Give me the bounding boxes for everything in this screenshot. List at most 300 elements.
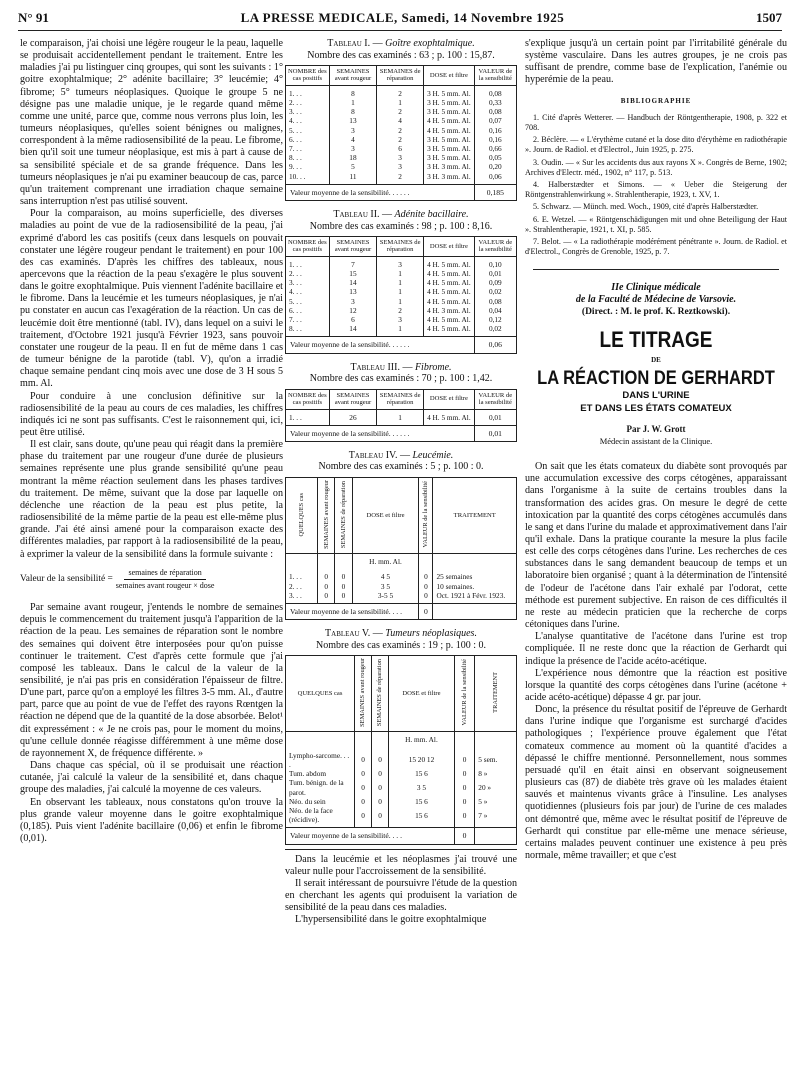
bibliography-entry: 1. Cité d'après Wetterer. — Handbuch der Röntgentherapie, 1908, p. 322 et 708. <box>525 112 787 132</box>
column-header: QUELQUES cas <box>286 656 355 732</box>
table-cell: 7 <box>329 256 376 269</box>
table-cell: 1 <box>377 297 424 306</box>
table-cell: 6. . . <box>286 135 330 144</box>
table-tumeurs <box>285 655 517 844</box>
table-cell: 1 <box>377 269 424 278</box>
table-cell: 1 <box>329 98 376 107</box>
table-row <box>286 554 517 570</box>
column-header: DOSE et filtre <box>424 66 475 86</box>
table-row <box>286 591 517 604</box>
table-cell: 25 semaines <box>433 569 517 581</box>
table-cell: 3 <box>329 126 376 135</box>
paragraph: Il est clair, sans doute, qu'une peau qui réagit dans la première phase du traitement par une rougeur d'une durée de plusieurs semaines représente une plus grande sensibilité qu'une peau montrant la même réaction seulement dans les phases tardives du traitement. De même, suivant que la dose par laquelle on déclenche une réaction de la peau est plus petite, la radiosensibilité de la même partie de la peau est elle-même plus grande. J'ai été ainsi amené pour la comparaison exacte des différentes maladies, par rapport à la radiosensibilité de la peau, à exprimer la valeur de la sensibilité dans la formule suivante : <box>20 439 283 560</box>
paragraph: L'expérience nous démontre que la réaction est positive lorsque la quantité des corps cétogènes dans l'urine (acétone + acide acéto-acétique) dépasse 4 gr. par jour. <box>525 667 787 704</box>
table-cell: 0 <box>372 748 389 769</box>
table-cell: 0,01 <box>474 409 516 425</box>
bibliography-entry: 7. Belot. — « La radiothérapie modérément pénétrante ». Journ. de Radiol. et d'Electrol., Congrès de Grenoble, 1925, p. 7. <box>525 237 787 257</box>
table-cell: 1. . . <box>286 569 318 581</box>
table-row <box>286 126 517 135</box>
table-title: Goître exophtalmique. <box>385 38 475 49</box>
table-subtitle: Nombre des cas examinés : 5 ; p. 100 : 0. <box>318 461 484 473</box>
paragraph: L'analyse quantitative de l'acétone dans l'urine est trop compliquée. Il ne reste donc que la réaction de Gerhardt qui indique la présence de l'acide acéto-acétique. <box>525 631 787 667</box>
table-caption: Tableau IV. — Leucémie. <box>348 449 454 461</box>
table-cell: 3 <box>377 162 424 171</box>
unit-row <box>286 554 517 570</box>
table-row <box>286 98 517 107</box>
table-cell: 0 <box>454 778 474 796</box>
paragraph: Donc, la présence du résultat positif de l'épreuve de Gerhardt dans l'urine indique que l'organisme est surchargé d'acides pathologiques ; l'expérience prouve également que l'état comateux commence au moment où la quantité d'acides a dépassé le chiffre mentionné. Personnellement, nous sommes persuadé qu'il en était ainsi en observant soigneusement plusieurs cas (87) de diabète très grave où les malades étaient sauvés et maintenus vivants grâce à l'insuline. Les analyses quotidiennes (plusieurs fois par jour) de l'urine de ces malades ont démontré que, même avec le résultat positif de l'épreuve de Gerhardt qui constitue par elle-même une menace sérieuse, certains malades peuvent continuer une existence à peu près normale, même travailler; et que c'est <box>525 704 787 862</box>
average-label: Valeur moyenne de la sensibilité. . . . . . <box>286 337 475 353</box>
faculty-name: de la Faculté de Médecine de Varsovie. <box>575 294 737 306</box>
table-title: Fibrome. <box>414 361 452 373</box>
table-cell: 2 <box>377 172 424 185</box>
table-cell: H. mm. Al. <box>352 554 419 570</box>
column-header: NOMBRE des cas positifs <box>286 389 330 409</box>
table-cell: 6 <box>329 315 376 324</box>
table-cell: 8 <box>329 107 376 116</box>
table-cell: 0 <box>335 591 352 604</box>
column-header: TRAITEMENT <box>491 672 499 714</box>
table-cell: 13 <box>329 116 376 125</box>
director-line: (Direct. : M. le prof. K. Reztkowski). <box>581 307 731 318</box>
table-cell: Tum. bénign. de la parot. <box>286 778 355 796</box>
column-header: TRAITEMENT <box>433 477 517 553</box>
average-value: 0 <box>419 604 433 620</box>
issue-number: N° 91 <box>18 10 49 25</box>
table-cell: 0,20 <box>474 162 516 171</box>
table-cell: 0,66 <box>474 144 516 153</box>
average-value: 0,01 <box>474 425 516 441</box>
table-cell: 0,01 <box>474 269 516 278</box>
table-cell: 5. . . <box>286 126 330 135</box>
table-cell: 0,07 <box>474 116 516 125</box>
table-label: Tableau I. <box>327 38 371 49</box>
article-subtitle-1: DANS L'URINE <box>622 389 690 401</box>
table-cell: 0 <box>454 769 474 778</box>
section-divider <box>533 269 779 270</box>
table-cell: 15 6 <box>389 806 455 828</box>
table-cell <box>419 554 433 570</box>
table-cell: 2. . . <box>286 582 318 591</box>
table-cell: 4 <box>329 135 376 144</box>
table-caption: Tableau II. — Adénite bacillaire. <box>333 209 469 221</box>
table-cell: 0 <box>454 748 474 769</box>
table-cell: 3 H. 3 mm. Al. <box>424 172 475 185</box>
table-cell: 3 5 <box>389 778 455 796</box>
table-cell: 0 <box>372 806 389 828</box>
table-row <box>286 135 517 144</box>
table-cell: Lympho-sarcome. . . . <box>286 748 355 769</box>
table-cell: 4 H. 3 mm. Al. <box>424 306 475 315</box>
bibliography-entry: 3. Oudin. — « Sur les accidents dus aux rayons X ». Congrès de Berne, 1902; Archives d'Electr. méd., 1902, n° 117, p. 513. <box>525 157 787 177</box>
formula-numerator: semaines de réparation <box>124 567 205 580</box>
column-header: NOMBRE des cas positifs <box>286 237 330 257</box>
table-fibrome <box>285 389 517 442</box>
table-cell: 0 <box>372 797 389 806</box>
paragraph: Pour la comparaison, au moins superficielle, des diverses maladies au point de vue de la radiosensibilité de la peau, j'ai exprimé d'abord les cas positifs (ceux dans lesquels on pouvait constater une légère rougeur pendant le traitement) en pour 100 des cas examinés. D'après les chiffres des tableaux, nous apercevons que la réaction de la peau s'exagère le plus souvent dans le goitre exophtalmique. Puis viennent l'adénite bacillaire et le fibrome. Dans la leucémie et les tumeurs néoplasiques, je n'ai pu constater en aucun cas l'exagération de la réaction. Un cas de leucémie doit être mentionné (tabl. IV), dans lequel on a suivi le traitement, d'Octobre 1921 jusqu'à Février 1923, sans pouvoir constater une rougeur de la peau. Il en fut de même dans 1 cas de tumeur bénigne de la parotide (tabl. V), qu'on a irradié chaque semaine pendant cinq mois avec une dose de 3 H sous 5 mm. Al. <box>20 208 283 390</box>
table-cell: 3 H. 5 mm. Al. <box>424 98 475 107</box>
average-value: 0,06 <box>474 337 516 353</box>
column-2 <box>285 38 517 926</box>
article-title-line-1: LE TITRAGE <box>599 327 713 353</box>
author-line: Par J. W. Grott <box>626 423 686 434</box>
table-cell: 2 <box>377 107 424 116</box>
table-label: Tableau V. <box>325 628 371 640</box>
average-value: 0 <box>454 828 474 844</box>
table-cell: 2 <box>377 306 424 315</box>
table-cell <box>318 554 335 570</box>
table-cell: 15 6 <box>389 769 455 778</box>
paragraph: s'explique jusqu'à un certain point par l'irritabilité générale du système vasculaire. Dans les autres groupes, je ne crois pas suffisant de prendre, comme base de l'explication, l'anémie ou hyperémie de la peau. <box>525 38 787 86</box>
table-row <box>286 306 517 315</box>
table-cell: 1. . . <box>286 85 330 98</box>
table-row <box>286 287 517 296</box>
table-cell: 3 H. 5 mm. Al. <box>424 85 475 98</box>
table-cell: 4 H. 5 mm. Al. <box>424 287 475 296</box>
page-header <box>18 6 782 31</box>
bibliography-entry: 4. Halberstædter et Simons. — « Ueber die Steigerung der Röntgenstrahlenwirkung ». Strahlentherapie, 1923, t. XV, 1. <box>525 180 787 200</box>
table-cell <box>433 554 517 570</box>
table-row <box>286 806 517 828</box>
table-body <box>286 256 517 337</box>
table-cell <box>454 732 474 748</box>
table-cell: 4 <box>377 116 424 125</box>
table-row <box>286 797 517 806</box>
table-cell: 0 <box>355 769 372 778</box>
column-header: VALEUR de la sensibilité <box>422 481 430 548</box>
table-cell: 3 H. 3 mm. Al. <box>424 162 475 171</box>
clinic-name: IIe Clinique médicale <box>611 282 701 294</box>
bibliography-entry: 2. Béclère. — « L'érythème cutané et la dose dito d'érythème en radiothérapie ». Journ. de Radiol. et d'Electrol., Juin 1925, p. 275. <box>525 135 787 155</box>
table-cell: 10 semaines. <box>433 582 517 591</box>
table-cell: 0,04 <box>474 306 516 315</box>
table-cell: Oct. 1921 à Févr. 1923. <box>433 591 517 604</box>
table-cell: 26 <box>329 409 376 425</box>
table-body <box>286 85 517 184</box>
table-cell: 14 <box>329 278 376 287</box>
table-cell <box>355 732 372 748</box>
table-cell: 15 <box>329 269 376 278</box>
table-cell: 11 <box>329 172 376 185</box>
table-cell: 2. . . <box>286 98 330 107</box>
column-header: SEMAINES avant rougeur <box>322 479 330 549</box>
table-row <box>286 732 517 748</box>
bibliography-entry: 6. E. Wetzel. — « Röntgenschädigungen mit und ohne Beteiligung der Haut ». Strahlentherapie, 1921, t. XI, p. 585. <box>525 214 787 234</box>
table-cell: 15 20 12 <box>389 748 455 769</box>
table-cell: 14 <box>329 324 376 337</box>
table-cell: 3 H. 5 mm. Al. <box>424 144 475 153</box>
table-cell: 1 <box>377 324 424 337</box>
table-row <box>286 324 517 337</box>
table-cell <box>286 554 318 570</box>
table-cell: 1. . . <box>286 256 330 269</box>
table-cell: 0,02 <box>474 287 516 296</box>
table-row <box>286 269 517 278</box>
average-label: Valeur moyenne de la sensibilité. . . . . . <box>286 425 475 441</box>
table-cell: 9. . . <box>286 162 330 171</box>
table-cell: 0 <box>372 769 389 778</box>
table-cell: 0 <box>355 778 372 796</box>
table-cell: 0 <box>355 806 372 828</box>
table-subtitle: Nombre des cas examinés : 70 ; p. 100 : 1,42. <box>309 373 493 385</box>
table-row <box>286 107 517 116</box>
table-cell: 7 » <box>475 806 517 828</box>
table-cell: 5 <box>329 162 376 171</box>
column-header: DOSE et filtre <box>389 656 455 732</box>
table-cell: 4 H. 5 mm. Al. <box>424 409 475 425</box>
bibliography-entry: 5. Schwarz. — Münch. med. Woch., 1909, cité d'après Halberstædter. <box>533 202 759 212</box>
table-cell: 0 <box>419 582 433 591</box>
table-row <box>286 153 517 162</box>
table-cell: 3 H. 5 mm. Al. <box>424 153 475 162</box>
table-cell <box>335 554 352 570</box>
table-cell: 8 <box>329 85 376 98</box>
table-cell: 3 <box>377 315 424 324</box>
table-label: Tableau III. <box>350 361 400 373</box>
table-title: Tumeurs néoplasiques. <box>385 628 477 640</box>
table-cell: 0,06 <box>474 172 516 185</box>
table-cell: 8. . . <box>286 324 330 337</box>
table-row <box>286 85 517 98</box>
table-cell: Néo. du sein <box>286 797 355 806</box>
table-cell: 4 H. 5 mm. Al. <box>424 126 475 135</box>
table-cell <box>286 732 355 748</box>
table-cell: 0,33 <box>474 98 516 107</box>
table-cell: 0 <box>454 797 474 806</box>
table-cell: 1. . . <box>286 409 330 425</box>
sensitivity-formula <box>20 567 283 592</box>
table-row <box>286 748 517 769</box>
column-header: VALEUR de la sensibilité <box>474 389 516 409</box>
table-cell: 4 5 <box>352 569 419 581</box>
paragraph: Il serait intéressant de poursuivre l'étude de la question en cherchant les agents qui produisent la variation de sensibilité de la peau dans ces maladies. <box>285 877 517 914</box>
table-cell: 12 <box>329 306 376 315</box>
table-title: Adénite bacillaire. <box>394 209 469 221</box>
table-cell: 0 <box>419 569 433 581</box>
column-header: SEMAINES avant rougeur <box>329 237 376 257</box>
paragraph: Pour conduire à une conclusion définitive sur la radiosensibilité de la peau au cours de ces maladies, les chiffres indiqués ici ne sont pas suffisants. C'est le raisonnement qui, ici, peut être utilisé. <box>20 390 283 438</box>
average-label: Valeur moyenne de la sensibilité. . . . . . <box>286 184 475 200</box>
table-cell <box>475 732 517 748</box>
table-cell: 13 <box>329 287 376 296</box>
table-cell: 2 <box>377 85 424 98</box>
table-body <box>286 569 517 603</box>
table-label: Tableau II. <box>333 209 380 221</box>
table-cell: 3 5 <box>352 582 419 591</box>
article-title-de: DE <box>651 355 661 364</box>
table-cell: 0 <box>318 591 335 604</box>
table-body <box>286 748 517 828</box>
column-header: NOMBRE des cas positifs <box>286 66 330 86</box>
author-role: Médecin assistant de la Clinique. <box>599 435 713 446</box>
column-header: SEMAINES de réparation <box>376 659 384 727</box>
table-cell: 2. . . <box>286 269 330 278</box>
table-cell: 0,08 <box>474 85 516 98</box>
table-row <box>286 569 517 581</box>
table-cell: 4 H. 5 mm. Al. <box>424 269 475 278</box>
table-cell: 0 <box>335 569 352 581</box>
table-cell: 3 <box>377 256 424 269</box>
paragraph: Dans la leucémie et les néoplasmes j'ai trouvé une valeur nulle pour l'accroissement de la sensibilité. <box>285 853 517 877</box>
table-cell: 1 <box>377 278 424 287</box>
paragraph: L'hypersensibilité dans le goitre exophtalmique <box>295 914 487 926</box>
table-row <box>286 582 517 591</box>
column-header: SEMAINES de réparation <box>377 237 424 257</box>
table-cell: 3 H. 5 mm. Al. <box>424 107 475 116</box>
article-title-line-2: LA RÉACTION DE GERHARDT <box>537 367 775 389</box>
paragraph: le comparaison, j'ai choisi une légère rougeur le la peau, laquelle se produisait accidentellement pendant le traitement. Entre les maladies j'ai pu listinguer cinq groupes, qui sont les suivants : 1° goitre exophtalmique; 2° adénite bacillaire; 3° leucémie; 4° fibrome; 5° tumeurs néoplasiques. Quoique le groupe 5 ne désigne pas une maladie unique, je le regarde quand même comme une unité, parce que, comme nous verrons plus loin, les tumeurs néoplasiques, qu'elles soient bénignes ou malignes, correspondent à la même radiosensibilité de la peau. Le fibrome, bien qu'il soit une tumeur néoplasique, est mis à part à cause de sa sensibilité spéciale et de sa grande fréquence. Dans les tumeurs néoplasiques je n'ai pu examiner beaucoup de cas, parce qu'un traitement comprenant une irradiation chaque semaine sans interruption n'est pas utilisé souvent. <box>20 38 283 208</box>
table-row <box>286 278 517 287</box>
column-header: VALEUR de la sensibilité <box>474 66 516 86</box>
table-cell: 0 <box>419 591 433 604</box>
bibliography-title: BIBLIOGRAPHIE <box>620 96 692 105</box>
table-cell <box>372 732 389 748</box>
column-header: VALEUR de la sensibilité <box>460 659 468 726</box>
unit-row <box>286 732 517 748</box>
table-cell: 0 <box>335 582 352 591</box>
table-cell: 1 <box>377 98 424 107</box>
table-cell: 4 H. 5 mm. Al. <box>424 297 475 306</box>
table-row <box>286 769 517 778</box>
table-cell: 3. . . <box>286 107 330 116</box>
table-row <box>286 409 517 425</box>
table-cell: 0,02 <box>474 324 516 337</box>
table-cell: 18 <box>329 153 376 162</box>
table-row <box>286 144 517 153</box>
table-cell: Néo. de la face (récidive). <box>286 806 355 828</box>
table-row <box>286 315 517 324</box>
table-goitre <box>285 65 517 201</box>
table-row <box>286 297 517 306</box>
table-cell: 0 <box>355 797 372 806</box>
table-cell: 5 sem. <box>475 748 517 769</box>
table-cell: 4 H. 5 mm. Al. <box>424 278 475 287</box>
column-header: VALEUR de la sensibilité <box>474 237 516 257</box>
table-cell: 3 <box>329 297 376 306</box>
table-cell: 7. . . <box>286 144 330 153</box>
table-cell: 10. . . <box>286 172 330 185</box>
table-caption: Tableau V. — Tumeurs néoplasiques. <box>325 628 477 640</box>
table-cell: 6 <box>377 144 424 153</box>
paragraph: En observant les tableaux, nous constatons qu'on trouve la plus grande valeur moyenne dans le goitre exophtalmique (0,185). Puis vient l'adénite bacillaire (0,06) et enfin le fibrome (0,01). <box>20 796 283 844</box>
table-cell: 0,08 <box>474 107 516 116</box>
column-header: DOSE et filtre <box>424 389 475 409</box>
table-cell: 0,08 <box>474 297 516 306</box>
average-value: 0,185 <box>474 184 516 200</box>
table-cell: 2 <box>377 126 424 135</box>
table-cell: 3. . . <box>286 278 330 287</box>
table-cell: 2 <box>377 135 424 144</box>
table-caption: Tableau III. — Fibrome. <box>350 361 452 373</box>
table-row <box>286 778 517 796</box>
table-subtitle: Nombre des cas examinés : 98 ; p. 100 : 8,16. <box>309 220 493 232</box>
column-1 <box>20 38 283 845</box>
table-cell: 4. . . <box>286 287 330 296</box>
table-cell: 0,16 <box>474 135 516 144</box>
table-cell: 5. . . <box>286 297 330 306</box>
table-cell: 15 6 <box>389 797 455 806</box>
formula-fraction <box>116 567 215 592</box>
table-row <box>286 162 517 171</box>
table-cell: 4 H. 5 mm. Al. <box>424 116 475 125</box>
table-cell: 20 » <box>475 778 517 796</box>
table-cell: Tum. abdom <box>286 769 355 778</box>
column-header: SEMAINES de réparation <box>339 480 347 548</box>
column-header: SEMAINES de réparation <box>377 389 424 409</box>
table-cell: H. mm. Al. <box>389 732 455 748</box>
table-cell: 6. . . <box>286 306 330 315</box>
table-cell: 3. . . <box>286 591 318 604</box>
table-cell: 0 <box>318 582 335 591</box>
average-label: Valeur moyenne de la sensibilité. . . . <box>286 604 419 620</box>
table-row <box>286 256 517 269</box>
table-cell: 4 H. 5 mm. Al. <box>424 324 475 337</box>
column-header: SEMAINES avant rougeur <box>359 658 367 728</box>
table-cell: 3-5 5 <box>352 591 419 604</box>
paragraph: Par semaine avant rougeur, j'entends le nombre de semaines depuis le commencement du traitement jusqu'à l'apparition de la réaction de la peau. Les semaines de réparation sont le nombre des semaines qui doivent être interposées pour qu'on puisse continuer le traitement. C'est d'après cette formule que j'ai composé les tableaux. Dans le calcul de la valeur de la sensibilité, je n'ai pas pris en considération l'épaisseur de filtre. D'une part, parce qu'on a employé les filtres 3-5 mm. Al., d'autre part, parce que au point de vue de l'effet des rayons Rœntgen la réaction ne dépend que de la quantité de la dose absorbée. Belot¹ dit expressément : « Je ne crois pas, pour le moment du moins, qu'une cellule donnée réagisse différemment à une même dose de rayonnement X, de fréquence différente. » <box>20 602 283 759</box>
table-label: Tableau IV. <box>348 449 398 461</box>
table-cell: 0 <box>372 778 389 796</box>
table-cell: 0,16 <box>474 126 516 135</box>
table-cell: 4 H. 5 mm. Al. <box>424 256 475 269</box>
column-header: SEMAINES de réparation <box>377 66 424 86</box>
table-cell: 8 » <box>475 769 517 778</box>
table-title: Leucémie. <box>412 449 454 461</box>
table-cell: 3 <box>377 153 424 162</box>
table-row <box>286 172 517 185</box>
table-cell: 0 <box>318 569 335 581</box>
column-header: SEMAINES avant rougeur <box>329 389 376 409</box>
table-row <box>286 116 517 125</box>
table-cell: 3 H. 5 mm. Al. <box>424 135 475 144</box>
table-cell: 0,12 <box>474 315 516 324</box>
article-subtitle-2: ET DANS LES ÉTATS COMATEUX <box>580 402 732 414</box>
table-cell: 4 H. 5 mm. Al. <box>424 315 475 324</box>
column-header: SEMAINES avant rougeur <box>329 66 376 86</box>
column-3 <box>525 38 787 862</box>
table-cell: 1 <box>377 287 424 296</box>
table-cell: 1 <box>377 409 424 425</box>
paragraph: Dans chaque cas spécial, où il se produisait une réaction cutanée, j'ai calculé la valeur de la sensibilité et, dans chaque groupe des maladies, j'ai calculé la moyenne de ces valeurs. <box>20 760 283 796</box>
page-number: 1507 <box>756 10 782 25</box>
bibliography-list <box>525 113 787 258</box>
table-cell: 0,09 <box>474 278 516 287</box>
publication-title: LA PRESSE MEDICALE, Samedi, 14 Novembre 1925 <box>240 10 565 25</box>
column-header: DOSE et filtre <box>352 477 419 553</box>
table-cell: 0 <box>454 806 474 828</box>
column-header: QUELQUES cas <box>297 492 305 537</box>
paragraph: On sait que les états comateux du diabète sont provoqués par une accumulation excessive des corps cétogènes, apparaissant dans l'organisme à la suite de certains troubles dans la transformation des acides gras. On mesure le degré de cette intoxication par la quantité des corps cétogènes accumulés dans le sang et dans l'urine du malade et approximativement dans l'air qu'il exhale. Dans la pratique courante la mesure la plus facile est celle des corps cétogènes dans l'urine. Les recherches de ces substances dans le sang demandent beaucoup de temps et un laboratoire bien organisé ; quant à la détermination de l'intensité de l'odeur de l'acétone dans l'air exhalé par l'odorat, cette méthode est purement subjective. En raison de ces difficultés il ne reste au médecin praticien que la recherche de corps cétoniques dans l'urine. <box>525 461 787 631</box>
table-body <box>286 409 517 425</box>
table-subtitle: Nombre des cas examinés : 19 ; p. 100 : 0. <box>316 639 486 651</box>
average-label: Valeur moyenne de la sensibilité. . . . <box>286 828 455 844</box>
table-adenite <box>285 236 517 354</box>
formula-denominator: semaines avant rougeur × dose <box>115 580 215 590</box>
table-cell: 0,05 <box>474 153 516 162</box>
table-cell: 0,10 <box>474 256 516 269</box>
table-cell: 7. . . <box>286 315 330 324</box>
table-subtitle: Nombre des cas examinés : 63 ; p. 100 : 15,87. <box>307 49 495 61</box>
table-caption: Tableau I. — Goître exophtalmique. <box>327 38 475 49</box>
table-cell: 5 » <box>475 797 517 806</box>
table-cell: 0 <box>355 748 372 769</box>
table-leucemie <box>285 477 517 620</box>
table-cell: 4. . . <box>286 116 330 125</box>
table-cell: 8. . . <box>286 153 330 162</box>
formula-label: Valeur de la sensibilité = <box>20 574 113 585</box>
table-cell: 3 <box>329 144 376 153</box>
column-header: DOSE et filtre <box>424 237 475 257</box>
